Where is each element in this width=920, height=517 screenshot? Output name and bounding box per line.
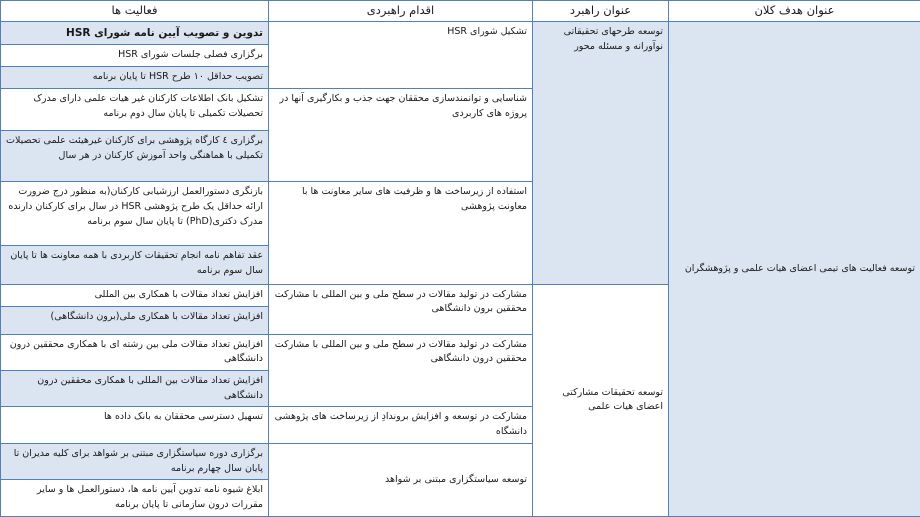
activity-cell: افزایش تعداد مقالات با همکاری ملی(برون دانشگاهی) <box>1 306 269 334</box>
action-cell-7: توسعه سیاستگزاری مبتنی بر شواهد <box>269 443 533 516</box>
activity-cell: افزایش تعداد مقالات ملی بین رشته ای با همکاری محققین درون دانشگاهی <box>1 334 269 370</box>
header-action: اقدام راهبردی <box>269 1 533 22</box>
activity-cell: افزایش تعداد مقالات بین المللی با همکاری محققین درون دانشگاهی <box>1 371 269 407</box>
action-cell-2: شناسایی و توانمندسازی محققان جهت جذب و بکارگیری آنها در پروژه های کاربردی <box>269 89 533 182</box>
action-cell-5: مشارکت در تولید مقالات در سطح ملی و بین المللی با مشارکت محققین درون دانشگاهی <box>269 334 533 407</box>
action-cell-3: استفاده از زیرساخت ها و ظرفیت های سایر معاونت ها با معاونت پژوهشی <box>269 182 533 284</box>
activity-cell: برگزاری ٤ کارگاه پژوهشی برای کارکنان غیرهیئت علمی تحصیلات تکمیلی با هماهنگی واحد آموزش کارکنان در هر سال <box>1 131 269 182</box>
activity-cell: تصویب حداقل ۱۰ طرح HSR تا پایان برنامه <box>1 67 269 89</box>
header-activities: فعالیت ها <box>1 1 269 22</box>
activity-cell: عقد تفاهم نامه انجام تحقیقات کاربردی با همه معاونت ها تا پایان سال سوم برنامه <box>1 246 269 284</box>
header-row <box>1 1 920 22</box>
activity-cell: تدوین و تصویب آیین نامه شورای HSR <box>1 22 269 45</box>
table-row <box>1 22 920 45</box>
activity-cell: بازنگری دستورالعمل ارزشیابی کارکنان(به منظور درج ضرورت ارائه حداقل یک طرح پژوهشی HSR در سال برای کارکنان دارنده مدرک دکتری(PhD) تا پایان سال سوم برنامه <box>1 182 269 246</box>
action-cell-4: مشارکت در تولید مقالات در سطح ملی و بین المللی با مشارکت محققین برون دانشگاهی <box>269 284 533 334</box>
strategy-cell-1: توسعه طرحهای تحقیقاتی نوآورانه و مسئله محور <box>533 22 669 284</box>
action-cell-6: مشارکت در توسعه و افزایش بروندادِ از زیرساخت های پژوهشی دانشگاه <box>269 407 533 443</box>
header-strategy: عنوان راهبرد <box>533 1 669 22</box>
activity-cell: ابلاغ شیوه نامه تدوین آیین نامه ها، دستورالعمل ها و سایر مقررات درون سازمانی تا پایان برنامه <box>1 480 269 517</box>
activity-cell: برگزاری دوره سیاستگزاری مبتنی بر شواهد برای کلیه مدیران تا پایان سال چهارم برنامه <box>1 443 269 479</box>
activity-cell: تشکیل بانک اطلاعات کارکنان غیر هیات علمی دارای مدرک تحصیلات تکمیلی تا پایان سال دوم برنامه <box>1 89 269 131</box>
activity-cell: تسهیل دسترسی محققان به بانک داده ها <box>1 407 269 443</box>
activity-cell: برگزاری فصلی جلسات شورای HSR <box>1 45 269 67</box>
goal-cell: توسعه فعالیت های تیمی اعضای هیات علمی و پژوهشگران <box>669 22 920 517</box>
header-goal: عنوان هدف کلان <box>669 1 920 22</box>
strategy-cell-2: توسعه تحقیقات مشارکتی اعضای هیات علمی <box>533 284 669 517</box>
activity-cell: افزایش تعداد مقالات با همکاری بین المللی <box>1 284 269 306</box>
action-cell-1: تشکیل شورای HSR <box>269 22 533 89</box>
